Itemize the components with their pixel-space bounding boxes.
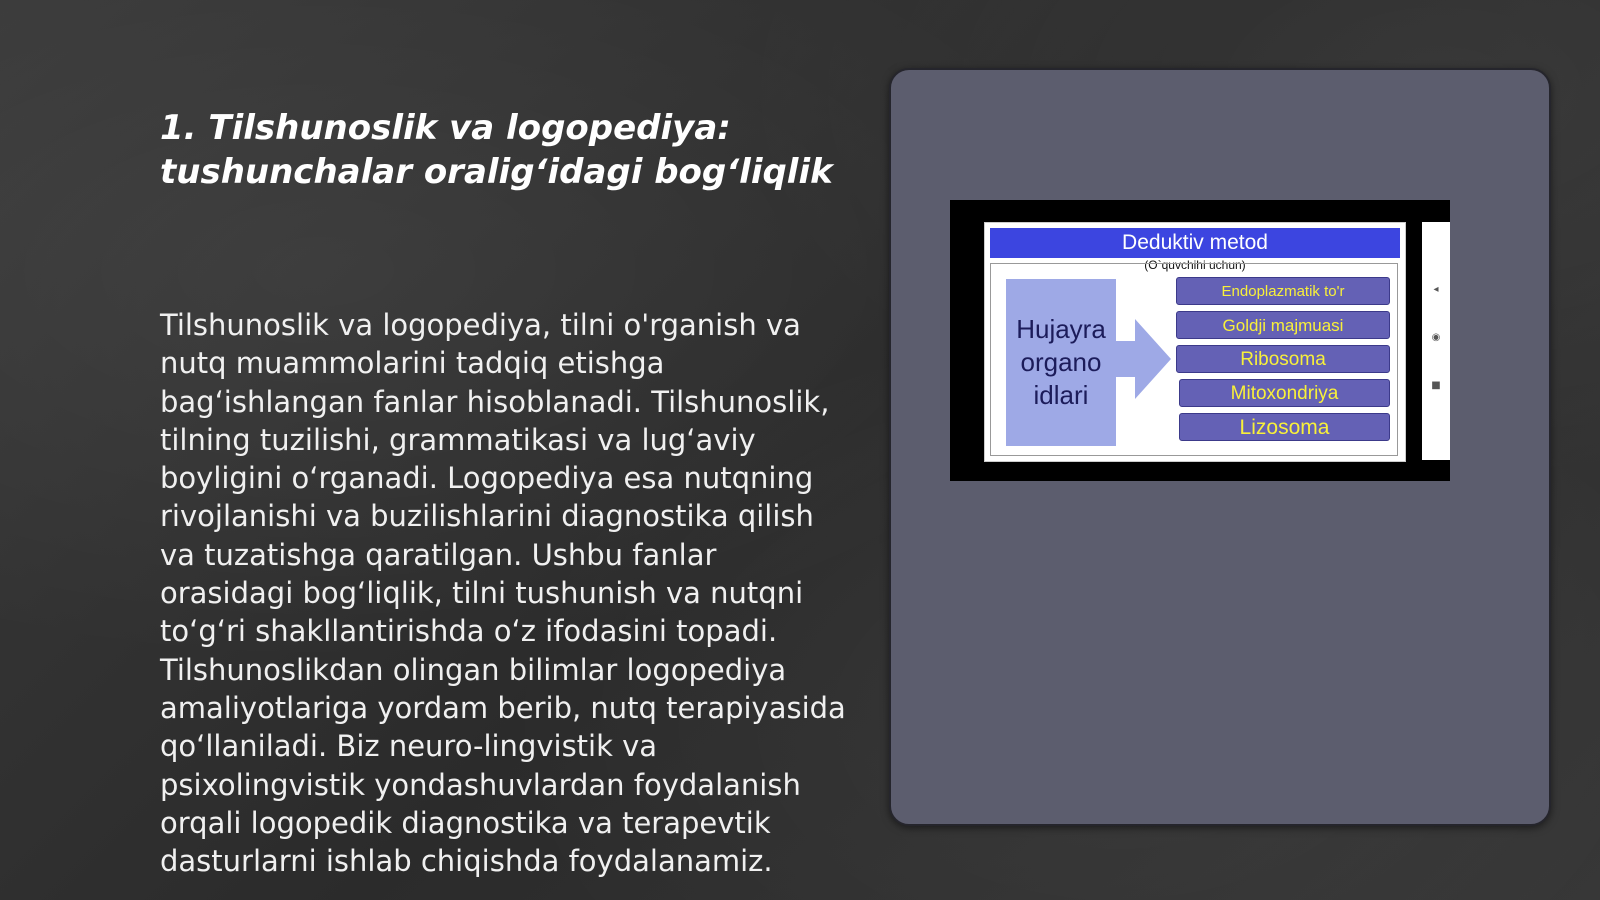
- organelle-box: Goldji majmuasi: [1176, 311, 1390, 339]
- organelle-box: Lizosoma: [1179, 413, 1390, 441]
- right-arrow-icon: [1115, 319, 1171, 399]
- slide-title-line-2: tushunchalar oralig‘idagi bog‘liqlik: [160, 152, 833, 192]
- slide-body-text: Tilshunoslik va logopediya, tilni o'rganish va nutq muammolarini tadqiq etishga bag‘ishlangan fanlar hisoblanadi. Tilshunoslik, tilning tuzilishi, grammatikasi va lug‘aviy boyligini o‘rganadi. Logopediya esa nutqning rivojlanishi va buzilishlarini diagnostika qilish va tuzatishga qaratilgan. Ushbu fanlar orasidagi bog‘liqlik, tilni tushunish va nutqni to‘g‘ri shakllantirishda o‘z ifodasini topadi. Tilshunoslikdan olingan bilimlar logopediya amaliyotlariga yordam berib, nutq terapiyasida qo‘llaniladi. Biz neuro-lingvistik va psixolingvistik yondashuvlardan foydalanish orqali logopedik diagnostika va terapevtik dasturlarni ishlab chiqishda foydalanamiz.: [160, 308, 846, 879]
- slide-title: [160, 106, 860, 194]
- source-box-line-1: Hujayra: [1016, 314, 1106, 344]
- embedded-video[interactable]: [950, 200, 1450, 481]
- organelle-box: Mitoxondriya: [1179, 379, 1390, 407]
- video-side-toolbar: [1422, 222, 1450, 460]
- source-box-line-3: idlari: [1033, 380, 1089, 410]
- slide-title-line-1: 1. Tilshunoslik va logopediya:: [160, 108, 731, 148]
- organelle-box: Ribosoma: [1176, 345, 1390, 373]
- embedded-slide-subtitle: (O`quvchihi uchun): [1144, 258, 1246, 272]
- source-box-line-2: organo: [1020, 347, 1102, 377]
- prev-arrow-icon[interactable]: ◂: [1433, 284, 1439, 295]
- stop-icon[interactable]: ■: [1431, 380, 1441, 391]
- source-box: [1006, 279, 1116, 446]
- record-icon[interactable]: ◉: [1431, 332, 1441, 343]
- embedded-slide: [984, 222, 1406, 462]
- embedded-slide-header: Deduktiv metod: [990, 228, 1400, 258]
- organelle-box: Endoplazmatik to'r: [1176, 277, 1390, 305]
